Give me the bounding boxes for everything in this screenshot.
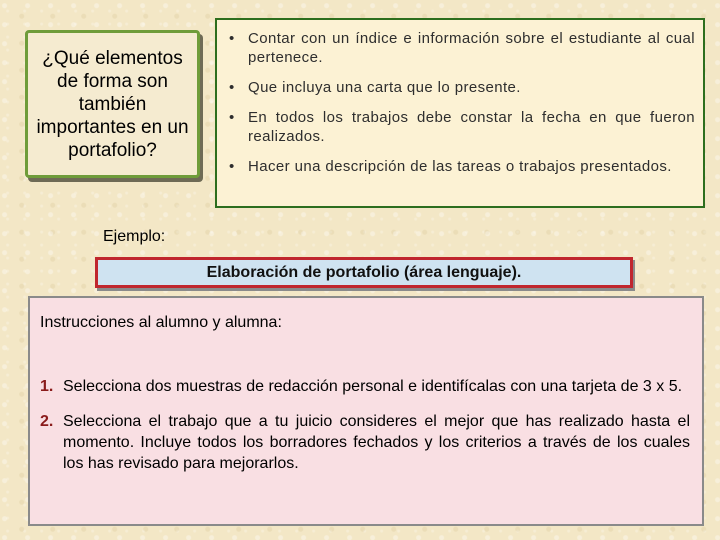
question-text: ¿Qué elementos de forma son también importantes en un portafolio? xyxy=(36,47,189,161)
bullet-dot-icon: • xyxy=(229,158,235,175)
bullet-item: • Que incluya una carta que lo presente. xyxy=(229,79,521,96)
instructions-intro: Instrucciones al alumno y alumna: xyxy=(40,314,282,331)
bullet-list-box xyxy=(215,18,705,208)
bullet-list xyxy=(217,20,703,176)
instruction-number: 2. xyxy=(40,413,54,430)
instruction-item xyxy=(40,376,690,397)
instruction-text: Selecciona dos muestras de redacción personal e identifícalas con una tarjeta de 3 x 5. xyxy=(63,378,683,395)
bullet-dot-icon: • xyxy=(229,79,235,96)
bullet-item: • En todos los trabajos debe constar la fecha en que fueron realizados. xyxy=(229,109,695,145)
example-title: Elaboración de portafolio (área lenguaje). xyxy=(206,263,522,281)
bullet-item: • Hacer una descripción de las tareas o trabajos presentados. xyxy=(229,158,672,175)
bullet-dot-icon: • xyxy=(229,109,235,126)
bullet-item: • Contar con un índice e información sobre el estudiante al cual pertenece. xyxy=(229,30,695,66)
instruction-text: Selecciona el trabajo que a tu juicio consideres el mejor que has realizado hasta el momento. Incluye todos los borradores fechados y los criterios a través de los cuales los has revisado para mejorarlos. xyxy=(63,413,690,472)
example-title-box xyxy=(95,257,633,288)
instruction-item xyxy=(40,411,690,474)
instruction-number: 1. xyxy=(40,378,54,395)
bullet-dot-icon: • xyxy=(229,30,235,47)
ejemplo-label: Ejemplo: xyxy=(103,228,166,245)
question-box xyxy=(25,30,200,178)
instructions-box xyxy=(28,296,704,526)
